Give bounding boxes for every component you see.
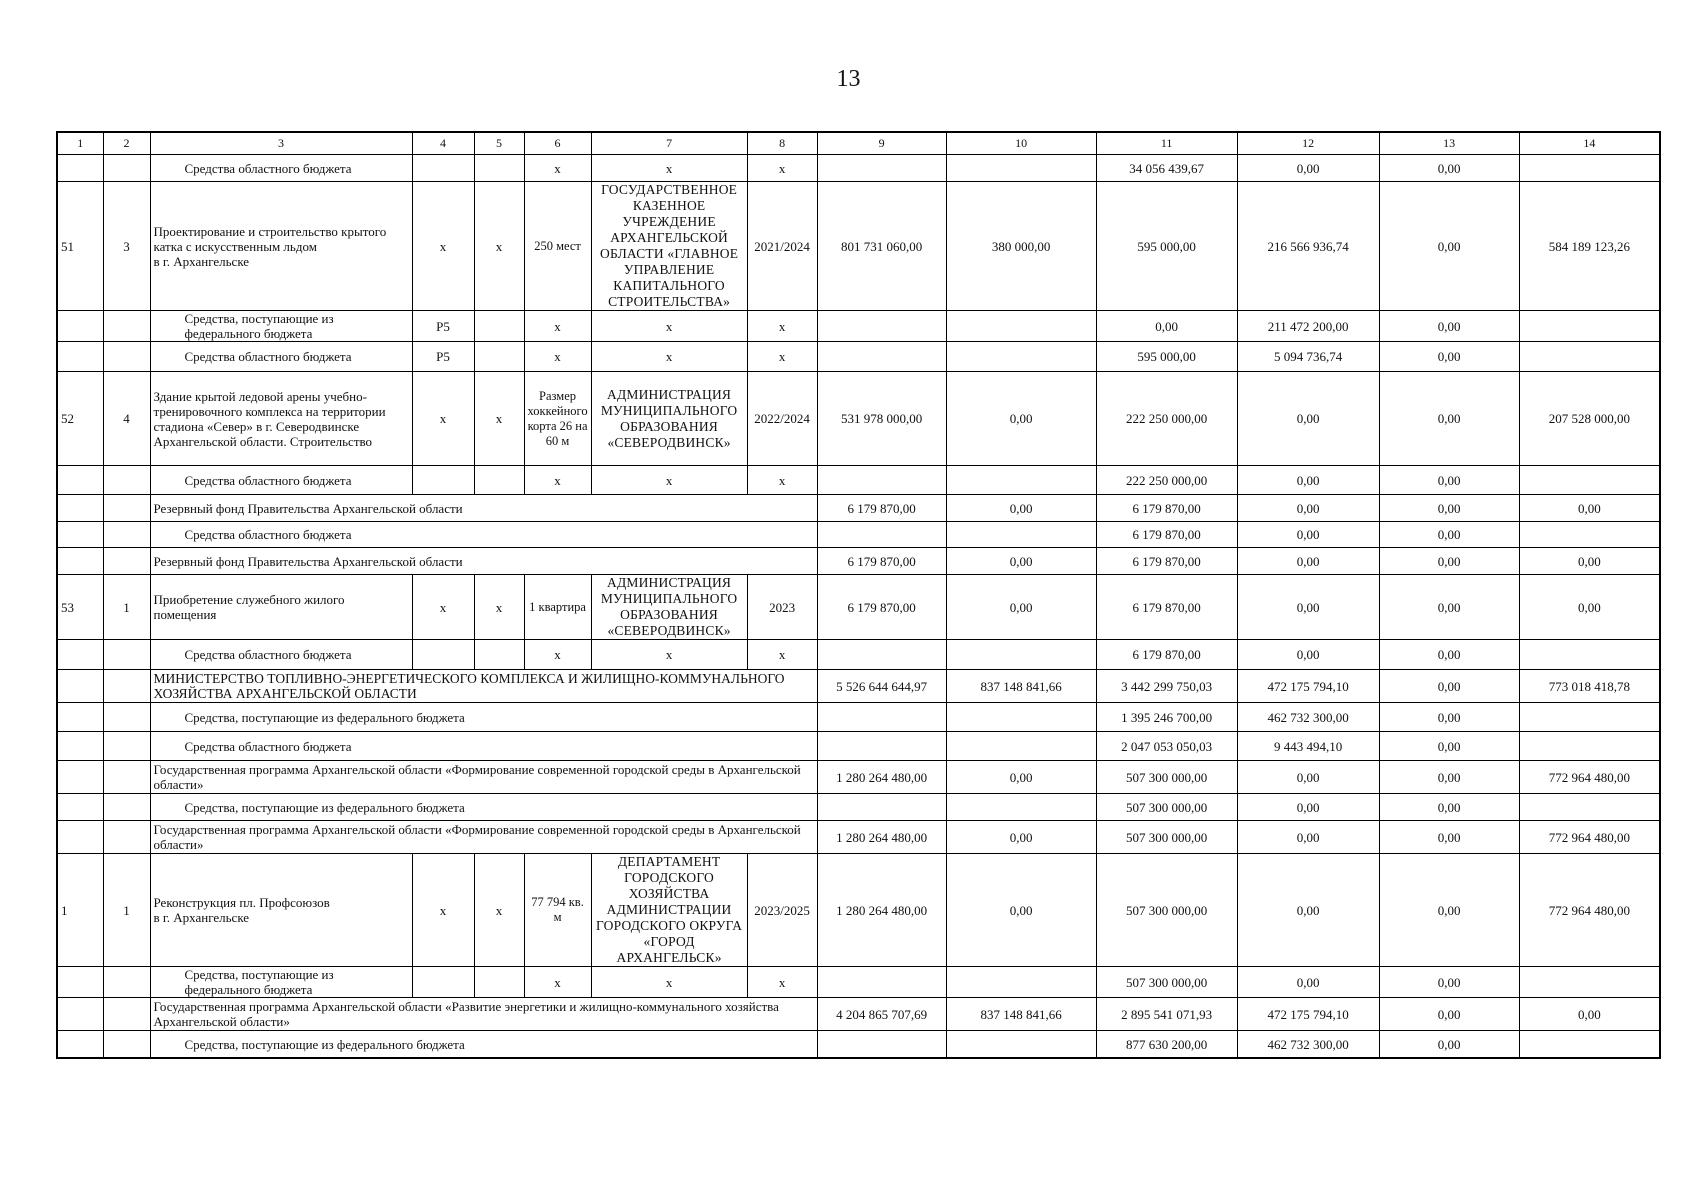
- amount-col-10: [946, 703, 1096, 732]
- amount-col-12: 462 732 300,00: [1237, 703, 1379, 732]
- program-label: Резервный фонд Правительства Архангельской области: [150, 548, 817, 575]
- row-number: 52: [57, 372, 103, 466]
- code-cell: х: [474, 182, 524, 311]
- row-number: 1: [57, 854, 103, 967]
- program-label: Резервный фонд Правительства Архангельской области: [150, 495, 817, 522]
- amount-col-12: 211 472 200,00: [1237, 311, 1379, 342]
- amount-col-10: 0,00: [946, 761, 1096, 794]
- period-cell: 2023: [747, 575, 817, 640]
- amount-col-14: 0,00: [1519, 495, 1660, 522]
- object-number: [103, 821, 150, 854]
- funding-source-label: Средства областного бюджета: [150, 732, 817, 761]
- period-cell: х: [747, 967, 817, 998]
- amount-col-9: [817, 640, 946, 670]
- object-number: 3: [103, 182, 150, 311]
- amount-col-10: 0,00: [946, 854, 1096, 967]
- column-number-4: 4: [412, 132, 474, 155]
- code-cell: [412, 640, 474, 670]
- table-row: [57, 1031, 1660, 1059]
- amount-col-14: 584 189 123,26: [1519, 182, 1660, 311]
- table-row: [57, 575, 1660, 640]
- column-number-header-row: [57, 132, 1660, 155]
- amount-col-11: 2 047 053 050,03: [1096, 732, 1237, 761]
- amount-col-9: [817, 967, 946, 998]
- amount-col-14: 772 964 480,00: [1519, 821, 1660, 854]
- capacity-cell: х: [524, 466, 591, 495]
- amount-col-14: 0,00: [1519, 575, 1660, 640]
- amount-col-10: [946, 1031, 1096, 1059]
- row-number: [57, 1031, 103, 1059]
- object-number: [103, 1031, 150, 1059]
- amount-col-10: [946, 466, 1096, 495]
- column-number-8: 8: [747, 132, 817, 155]
- organization-cell: х: [591, 311, 747, 342]
- table-row: [57, 998, 1660, 1031]
- object-number: [103, 967, 150, 998]
- amount-col-11: 507 300 000,00: [1096, 821, 1237, 854]
- object-number: [103, 342, 150, 372]
- column-number-6: 6: [524, 132, 591, 155]
- amount-col-13: 0,00: [1379, 311, 1519, 342]
- amount-col-10: 0,00: [946, 495, 1096, 522]
- row-number: [57, 640, 103, 670]
- column-number-11: 11: [1096, 132, 1237, 155]
- code-cell: [474, 342, 524, 372]
- table-row: [57, 670, 1660, 703]
- amount-col-12: 0,00: [1237, 466, 1379, 495]
- code-cell: [474, 967, 524, 998]
- capacity-cell: Размер хоккейного корта 26 на 60 м: [524, 372, 591, 466]
- amount-col-13: 0,00: [1379, 155, 1519, 182]
- amount-col-14: [1519, 703, 1660, 732]
- object-number: [103, 998, 150, 1031]
- page-number: 13: [836, 66, 861, 92]
- organization-cell: ДЕПАРТАМЕНТ ГОРОДСКОГО ХОЗЯЙСТВА АДМИНИСТРАЦИИ ГОРОДСКОГО ОКРУГА «ГОРОД АРХАНГЕЛЬСК»: [591, 854, 747, 967]
- amount-col-13: 0,00: [1379, 640, 1519, 670]
- amount-col-11: 507 300 000,00: [1096, 854, 1237, 967]
- amount-col-10: 837 148 841,66: [946, 998, 1096, 1031]
- funding-source-label: Средства областного бюджета: [150, 342, 412, 372]
- funding-source-label: Средства областного бюджета: [150, 640, 412, 670]
- table-row: [57, 794, 1660, 821]
- capacity-cell: 1 квартира: [524, 575, 591, 640]
- amount-col-14: 0,00: [1519, 998, 1660, 1031]
- amount-col-14: [1519, 794, 1660, 821]
- amount-col-9: [817, 342, 946, 372]
- amount-col-14: 772 964 480,00: [1519, 854, 1660, 967]
- amount-col-12: 0,00: [1237, 548, 1379, 575]
- amount-col-12: 0,00: [1237, 372, 1379, 466]
- funding-source-label: Средства, поступающие из федерального бюджета: [150, 967, 412, 998]
- amount-col-13: 0,00: [1379, 575, 1519, 640]
- period-cell: х: [747, 311, 817, 342]
- code-cell: х: [412, 854, 474, 967]
- table-row: [57, 182, 1660, 311]
- amount-col-12: 216 566 936,74: [1237, 182, 1379, 311]
- code-cell: [474, 155, 524, 182]
- amount-col-12: 472 175 794,10: [1237, 670, 1379, 703]
- amount-col-14: 0,00: [1519, 548, 1660, 575]
- table-row: [57, 703, 1660, 732]
- amount-col-9: 1 280 264 480,00: [817, 854, 946, 967]
- object-number: [103, 495, 150, 522]
- column-number-2: 2: [103, 132, 150, 155]
- amount-col-12: 0,00: [1237, 967, 1379, 998]
- object-number: [103, 548, 150, 575]
- object-number: 4: [103, 372, 150, 466]
- table-row: [57, 372, 1660, 466]
- amount-col-12: 0,00: [1237, 495, 1379, 522]
- code-cell: х: [412, 182, 474, 311]
- table-row: [57, 761, 1660, 794]
- amount-col-12: 0,00: [1237, 821, 1379, 854]
- funding-source-label: Средства, поступающие из федерального бюджета: [150, 703, 817, 732]
- amount-col-13: 0,00: [1379, 1031, 1519, 1059]
- code-cell: х: [412, 575, 474, 640]
- object-number: 1: [103, 575, 150, 640]
- table-row: [57, 548, 1660, 575]
- column-number-9: 9: [817, 132, 946, 155]
- table-row: [57, 640, 1660, 670]
- capacity-cell: х: [524, 342, 591, 372]
- period-cell: 2023/2025: [747, 854, 817, 967]
- amount-col-10: [946, 155, 1096, 182]
- amount-col-10: [946, 342, 1096, 372]
- amount-col-12: 0,00: [1237, 794, 1379, 821]
- amount-col-11: 1 395 246 700,00: [1096, 703, 1237, 732]
- code-cell: х: [474, 372, 524, 466]
- row-number: [57, 548, 103, 575]
- amount-col-12: 0,00: [1237, 575, 1379, 640]
- code-cell: [412, 967, 474, 998]
- amount-col-11: 0,00: [1096, 311, 1237, 342]
- amount-col-11: 6 179 870,00: [1096, 640, 1237, 670]
- row-number: 51: [57, 182, 103, 311]
- funding-source-label: Средства областного бюджета: [150, 155, 412, 182]
- amount-col-12: 5 094 736,74: [1237, 342, 1379, 372]
- row-number: 53: [57, 575, 103, 640]
- code-cell: х: [412, 372, 474, 466]
- amount-col-12: 0,00: [1237, 155, 1379, 182]
- amount-col-9: [817, 794, 946, 821]
- capacity-cell: х: [524, 967, 591, 998]
- organization-cell: х: [591, 967, 747, 998]
- capacity-cell: х: [524, 155, 591, 182]
- row-number: [57, 466, 103, 495]
- amount-col-14: [1519, 732, 1660, 761]
- column-number-5: 5: [474, 132, 524, 155]
- amount-col-12: 472 175 794,10: [1237, 998, 1379, 1031]
- amount-col-14: 207 528 000,00: [1519, 372, 1660, 466]
- organization-cell: ГОСУДАРСТВЕННОЕ КАЗЕННОЕ УЧРЕЖДЕНИЕ АРХАНГЕЛЬСКОЙ ОБЛАСТИ «ГЛАВНОЕ УПРАВЛЕНИЕ КАПИТАЛЬНОГО СТРОИТЕЛЬСТВА»: [591, 182, 747, 311]
- table-row: [57, 967, 1660, 998]
- amount-col-14: [1519, 640, 1660, 670]
- row-number: [57, 342, 103, 372]
- object-number: [103, 640, 150, 670]
- amount-col-9: 4 204 865 707,69: [817, 998, 946, 1031]
- capacity-cell: х: [524, 311, 591, 342]
- amount-col-9: [817, 732, 946, 761]
- amount-col-13: 0,00: [1379, 182, 1519, 311]
- row-number: [57, 522, 103, 548]
- amount-col-10: 837 148 841,66: [946, 670, 1096, 703]
- amount-col-13: 0,00: [1379, 854, 1519, 967]
- object-number: [103, 732, 150, 761]
- amount-col-10: [946, 522, 1096, 548]
- row-number: [57, 670, 103, 703]
- amount-col-13: 0,00: [1379, 761, 1519, 794]
- period-cell: х: [747, 342, 817, 372]
- amount-col-9: 5 526 644 644,97: [817, 670, 946, 703]
- amount-col-10: 0,00: [946, 575, 1096, 640]
- table-row: [57, 522, 1660, 548]
- table-row: [57, 155, 1660, 182]
- row-number: [57, 761, 103, 794]
- ministry-label: МИНИСТЕРСТВО ТОПЛИВНО-ЭНЕРГЕТИЧЕСКОГО КОМПЛЕКСА И ЖИЛИЩНО-КОММУНАЛЬНОГО ХОЗЯЙСТВА АРХАНГЕЛЬСКОЙ ОБЛАСТИ: [150, 670, 817, 703]
- amount-col-9: [817, 311, 946, 342]
- amount-col-9: 6 179 870,00: [817, 575, 946, 640]
- amount-col-13: 0,00: [1379, 670, 1519, 703]
- amount-col-11: 595 000,00: [1096, 182, 1237, 311]
- row-number: [57, 794, 103, 821]
- code-cell: [412, 466, 474, 495]
- period-cell: х: [747, 640, 817, 670]
- row-number: [57, 967, 103, 998]
- amount-col-11: 2 895 541 071,93: [1096, 998, 1237, 1031]
- code-cell: [412, 155, 474, 182]
- amount-col-11: 6 179 870,00: [1096, 575, 1237, 640]
- funding-source-label: Средства, поступающие из федерального бюджета: [150, 311, 412, 342]
- amount-col-12: 0,00: [1237, 522, 1379, 548]
- amount-col-10: 0,00: [946, 372, 1096, 466]
- amount-col-13: 0,00: [1379, 967, 1519, 998]
- object-number: [103, 703, 150, 732]
- amount-col-9: 1 280 264 480,00: [817, 761, 946, 794]
- program-label: Государственная программа Архангельской области «Формирование современной городской среды в Архангельской области»: [150, 821, 817, 854]
- period-cell: х: [747, 155, 817, 182]
- amount-col-10: [946, 640, 1096, 670]
- table-row: [57, 311, 1660, 342]
- amount-col-12: 462 732 300,00: [1237, 1031, 1379, 1059]
- code-cell: х: [474, 854, 524, 967]
- amount-col-13: 0,00: [1379, 732, 1519, 761]
- amount-col-9: 531 978 000,00: [817, 372, 946, 466]
- amount-col-11: 507 300 000,00: [1096, 794, 1237, 821]
- capacity-cell: 250 мест: [524, 182, 591, 311]
- amount-col-9: [817, 703, 946, 732]
- organization-cell: х: [591, 640, 747, 670]
- amount-col-11: 3 442 299 750,03: [1096, 670, 1237, 703]
- period-cell: х: [747, 466, 817, 495]
- column-number-13: 13: [1379, 132, 1519, 155]
- code-cell: [474, 311, 524, 342]
- budget-table: [56, 131, 1661, 1059]
- amount-col-10: [946, 311, 1096, 342]
- amount-col-11: 222 250 000,00: [1096, 372, 1237, 466]
- amount-col-11: 595 000,00: [1096, 342, 1237, 372]
- amount-col-13: 0,00: [1379, 998, 1519, 1031]
- amount-col-14: [1519, 155, 1660, 182]
- object-number: 1: [103, 854, 150, 967]
- code-cell: [474, 466, 524, 495]
- object-number: [103, 670, 150, 703]
- amount-col-12: 9 443 494,10: [1237, 732, 1379, 761]
- organization-cell: АДМИНИСТРАЦИЯ МУНИЦИПАЛЬНОГО ОБРАЗОВАНИЯ «СЕВЕРОДВИНСК»: [591, 575, 747, 640]
- amount-col-14: 773 018 418,78: [1519, 670, 1660, 703]
- amount-col-12: 0,00: [1237, 761, 1379, 794]
- amount-col-10: [946, 732, 1096, 761]
- amount-col-11: 222 250 000,00: [1096, 466, 1237, 495]
- amount-col-14: [1519, 1031, 1660, 1059]
- table-row: [57, 342, 1660, 372]
- object-number: [103, 155, 150, 182]
- amount-col-14: 772 964 480,00: [1519, 761, 1660, 794]
- amount-col-13: 0,00: [1379, 522, 1519, 548]
- row-number: [57, 821, 103, 854]
- amount-col-13: 0,00: [1379, 794, 1519, 821]
- amount-col-11: 507 300 000,00: [1096, 967, 1237, 998]
- amount-col-9: 6 179 870,00: [817, 495, 946, 522]
- column-number-7: 7: [591, 132, 747, 155]
- table-row: [57, 495, 1660, 522]
- amount-col-10: [946, 967, 1096, 998]
- table-row: [57, 732, 1660, 761]
- row-number: [57, 703, 103, 732]
- object-name: Реконструкция пл. Профсоюзов в г. Архангельске: [150, 854, 412, 967]
- amount-col-9: [817, 155, 946, 182]
- code-cell: P5: [412, 342, 474, 372]
- organization-cell: х: [591, 342, 747, 372]
- amount-col-13: 0,00: [1379, 703, 1519, 732]
- capacity-cell: 77 794 кв. м: [524, 854, 591, 967]
- object-name: Приобретение служебного жилого помещения: [150, 575, 412, 640]
- funding-source-label: Средства, поступающие из федерального бюджета: [150, 794, 817, 821]
- amount-col-9: [817, 522, 946, 548]
- amount-col-13: 0,00: [1379, 372, 1519, 466]
- period-cell: 2021/2024: [747, 182, 817, 311]
- amount-col-14: [1519, 342, 1660, 372]
- object-name: Проектирование и строительство крытого катка с искусственным льдом в г. Архангельске: [150, 182, 412, 311]
- amount-col-14: [1519, 311, 1660, 342]
- amount-col-12: 0,00: [1237, 854, 1379, 967]
- amount-col-9: [817, 466, 946, 495]
- object-number: [103, 466, 150, 495]
- row-number: [57, 495, 103, 522]
- organization-cell: х: [591, 155, 747, 182]
- amount-col-11: 6 179 870,00: [1096, 522, 1237, 548]
- object-number: [103, 311, 150, 342]
- amount-col-13: 0,00: [1379, 342, 1519, 372]
- amount-col-11: 6 179 870,00: [1096, 548, 1237, 575]
- row-number: [57, 732, 103, 761]
- object-name: Здание крытой ледовой арены учебно-тренировочного комплекса на территории стадиона «Север» в г. Северодвинске Архангельской области. Строительство: [150, 372, 412, 466]
- amount-col-11: 34 056 439,67: [1096, 155, 1237, 182]
- amount-col-14: [1519, 522, 1660, 548]
- amount-col-14: [1519, 466, 1660, 495]
- amount-col-11: 877 630 200,00: [1096, 1031, 1237, 1059]
- funding-source-label: Средства, поступающие из федерального бюджета: [150, 1031, 817, 1059]
- object-number: [103, 794, 150, 821]
- object-number: [103, 522, 150, 548]
- column-number-10: 10: [946, 132, 1096, 155]
- code-cell: [474, 640, 524, 670]
- row-number: [57, 155, 103, 182]
- amount-col-13: 0,00: [1379, 548, 1519, 575]
- amount-col-11: 507 300 000,00: [1096, 761, 1237, 794]
- amount-col-13: 0,00: [1379, 495, 1519, 522]
- program-label: Государственная программа Архангельской области «Формирование современной городской среды в Архангельской области»: [150, 761, 817, 794]
- funding-source-label: Средства областного бюджета: [150, 522, 817, 548]
- column-number-14: 14: [1519, 132, 1660, 155]
- row-number: [57, 311, 103, 342]
- column-number-1: 1: [57, 132, 103, 155]
- amount-col-9: [817, 1031, 946, 1059]
- code-cell: P5: [412, 311, 474, 342]
- amount-col-12: 0,00: [1237, 640, 1379, 670]
- amount-col-14: [1519, 967, 1660, 998]
- organization-cell: АДМИНИСТРАЦИЯ МУНИЦИПАЛЬНОГО ОБРАЗОВАНИЯ «СЕВЕРОДВИНСК»: [591, 372, 747, 466]
- amount-col-9: 6 179 870,00: [817, 548, 946, 575]
- column-number-3: 3: [150, 132, 412, 155]
- amount-col-9: 801 731 060,00: [817, 182, 946, 311]
- amount-col-13: 0,00: [1379, 821, 1519, 854]
- period-cell: 2022/2024: [747, 372, 817, 466]
- amount-col-9: 1 280 264 480,00: [817, 821, 946, 854]
- amount-col-10: [946, 794, 1096, 821]
- column-number-12: 12: [1237, 132, 1379, 155]
- row-number: [57, 998, 103, 1031]
- funding-source-label: Средства областного бюджета: [150, 466, 412, 495]
- amount-col-10: 0,00: [946, 821, 1096, 854]
- program-label: Государственная программа Архангельской области «Развитие энергетики и жилищно-коммунального хозяйства Архангельской области»: [150, 998, 817, 1031]
- code-cell: х: [474, 575, 524, 640]
- amount-col-10: 0,00: [946, 548, 1096, 575]
- amount-col-10: 380 000,00: [946, 182, 1096, 311]
- capacity-cell: х: [524, 640, 591, 670]
- table-row: [57, 821, 1660, 854]
- amount-col-11: 6 179 870,00: [1096, 495, 1237, 522]
- organization-cell: х: [591, 466, 747, 495]
- table-row: [57, 854, 1660, 967]
- table-row: [57, 466, 1660, 495]
- object-number: [103, 761, 150, 794]
- amount-col-13: 0,00: [1379, 466, 1519, 495]
